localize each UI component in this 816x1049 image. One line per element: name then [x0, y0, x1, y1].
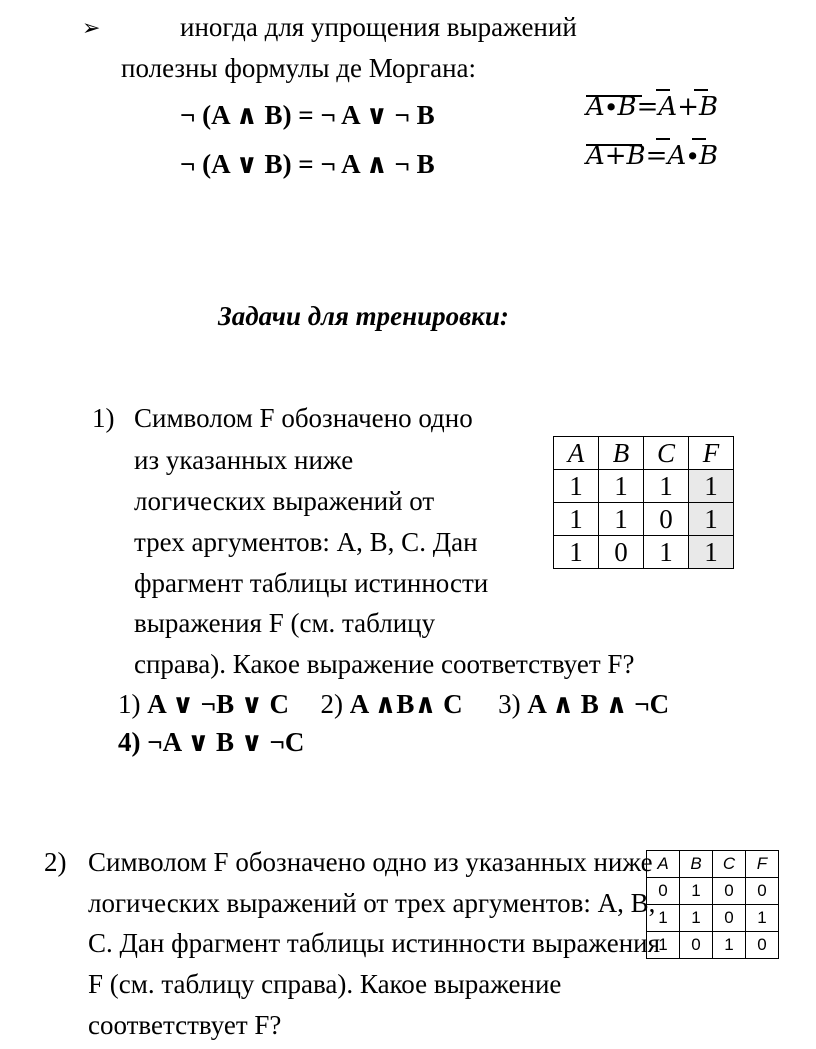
table-cell: 0	[746, 932, 779, 959]
table-cell: 0	[713, 905, 746, 932]
task1-line: справа). Какое выражение соответствует F?	[134, 649, 635, 679]
option-3: A ∧ B ∧ ¬C	[527, 689, 670, 719]
table-cell: 1	[599, 503, 644, 536]
option-2-number: 2)	[320, 689, 350, 719]
table-cell: 1	[647, 932, 680, 959]
table-header-cell: F	[746, 851, 779, 878]
bullet-text-line1: иногда для упрощения выражений	[180, 12, 577, 42]
table-cell: 1	[599, 470, 644, 503]
task1-line: выражения F (см. таблицу	[134, 608, 436, 638]
table-cell: 1	[746, 905, 779, 932]
table-cell: 0	[599, 536, 644, 569]
task2-line: соответствует F?	[88, 1010, 282, 1040]
table-cell: 0	[713, 878, 746, 905]
task2-line: Символом F обозначено одно из указанных ниже	[88, 847, 653, 877]
option-2: A ∧B∧ C	[349, 689, 463, 719]
table-header-cell: A	[554, 437, 599, 470]
task1-options-row	[118, 688, 669, 720]
table-header-cell: B	[680, 851, 713, 878]
bullet-arrow-icon: ➢	[82, 15, 101, 40]
task2-line: C. Дан фрагмент таблицы истинности выражения	[88, 928, 661, 958]
task1-line: логических выражений от	[134, 486, 435, 516]
table-header-cell: C	[713, 851, 746, 878]
table-cell: 1	[647, 905, 680, 932]
task2-number: 2)	[44, 847, 67, 877]
de-morgan-formula-graphic: A∙B=A+B A+B=A∙B	[584, 86, 724, 186]
table-header-cell: B	[599, 437, 644, 470]
task1-line: Символом F обозначено одно	[134, 403, 473, 433]
table-cell: 1	[644, 470, 689, 503]
table-header-cell: A	[647, 851, 680, 878]
task1-truth-table	[553, 436, 734, 569]
table-cell: 1	[689, 536, 734, 569]
table-cell: 1	[644, 536, 689, 569]
table-row	[647, 932, 779, 959]
table-cell: 0	[647, 878, 680, 905]
task2-truth-table	[646, 850, 779, 959]
task1-number: 1)	[92, 403, 115, 433]
table-cell: 1	[554, 470, 599, 503]
table-cell: 0	[680, 932, 713, 959]
task1-line: трех аргументов: A, B, C. Дан	[134, 527, 478, 557]
task1-line: фрагмент таблицы истинности	[134, 568, 489, 598]
table-header-cell: C	[644, 437, 689, 470]
de-morgan-law-1: ¬ (A ∧ B) = ¬ A ∨ ¬ B	[180, 100, 435, 130]
table-cell: 1	[554, 536, 599, 569]
table-cell: 0	[746, 878, 779, 905]
table-cell: 1	[680, 905, 713, 932]
task1-line: из указанных ниже	[134, 445, 354, 475]
table-row	[554, 503, 734, 536]
table-row	[647, 905, 779, 932]
table-row	[647, 878, 779, 905]
table-cell: 1	[689, 503, 734, 536]
table-cell: 0	[644, 503, 689, 536]
table-cell: 1	[680, 878, 713, 905]
section-heading: Задачи для тренировки:	[218, 301, 509, 331]
table-header-row	[647, 851, 779, 878]
table-row	[554, 536, 734, 569]
table-header-row	[554, 437, 734, 470]
table-header-cell: F	[689, 437, 734, 470]
option-1: A ∨ ¬B ∨ C	[147, 689, 289, 719]
option-3-number: 3)	[498, 689, 528, 719]
de-morgan-law-2: ¬ (A ∨ B) = ¬ A ∧ ¬ B	[180, 149, 435, 179]
table-cell: 1	[689, 470, 734, 503]
bullet-text-line2: полезны формулы де Моргана:	[121, 53, 477, 83]
table-row	[554, 470, 734, 503]
option-4: 4) ¬A ∨ B ∨ ¬C	[118, 727, 305, 757]
table-cell: 1	[554, 503, 599, 536]
table-cell: 1	[713, 932, 746, 959]
task2-line: логических выражений от трех аргументов: A, B,	[88, 888, 656, 918]
task2-line: F (см. таблицу справа). Какое выражение	[88, 969, 562, 999]
option-1-number: 1)	[118, 689, 148, 719]
